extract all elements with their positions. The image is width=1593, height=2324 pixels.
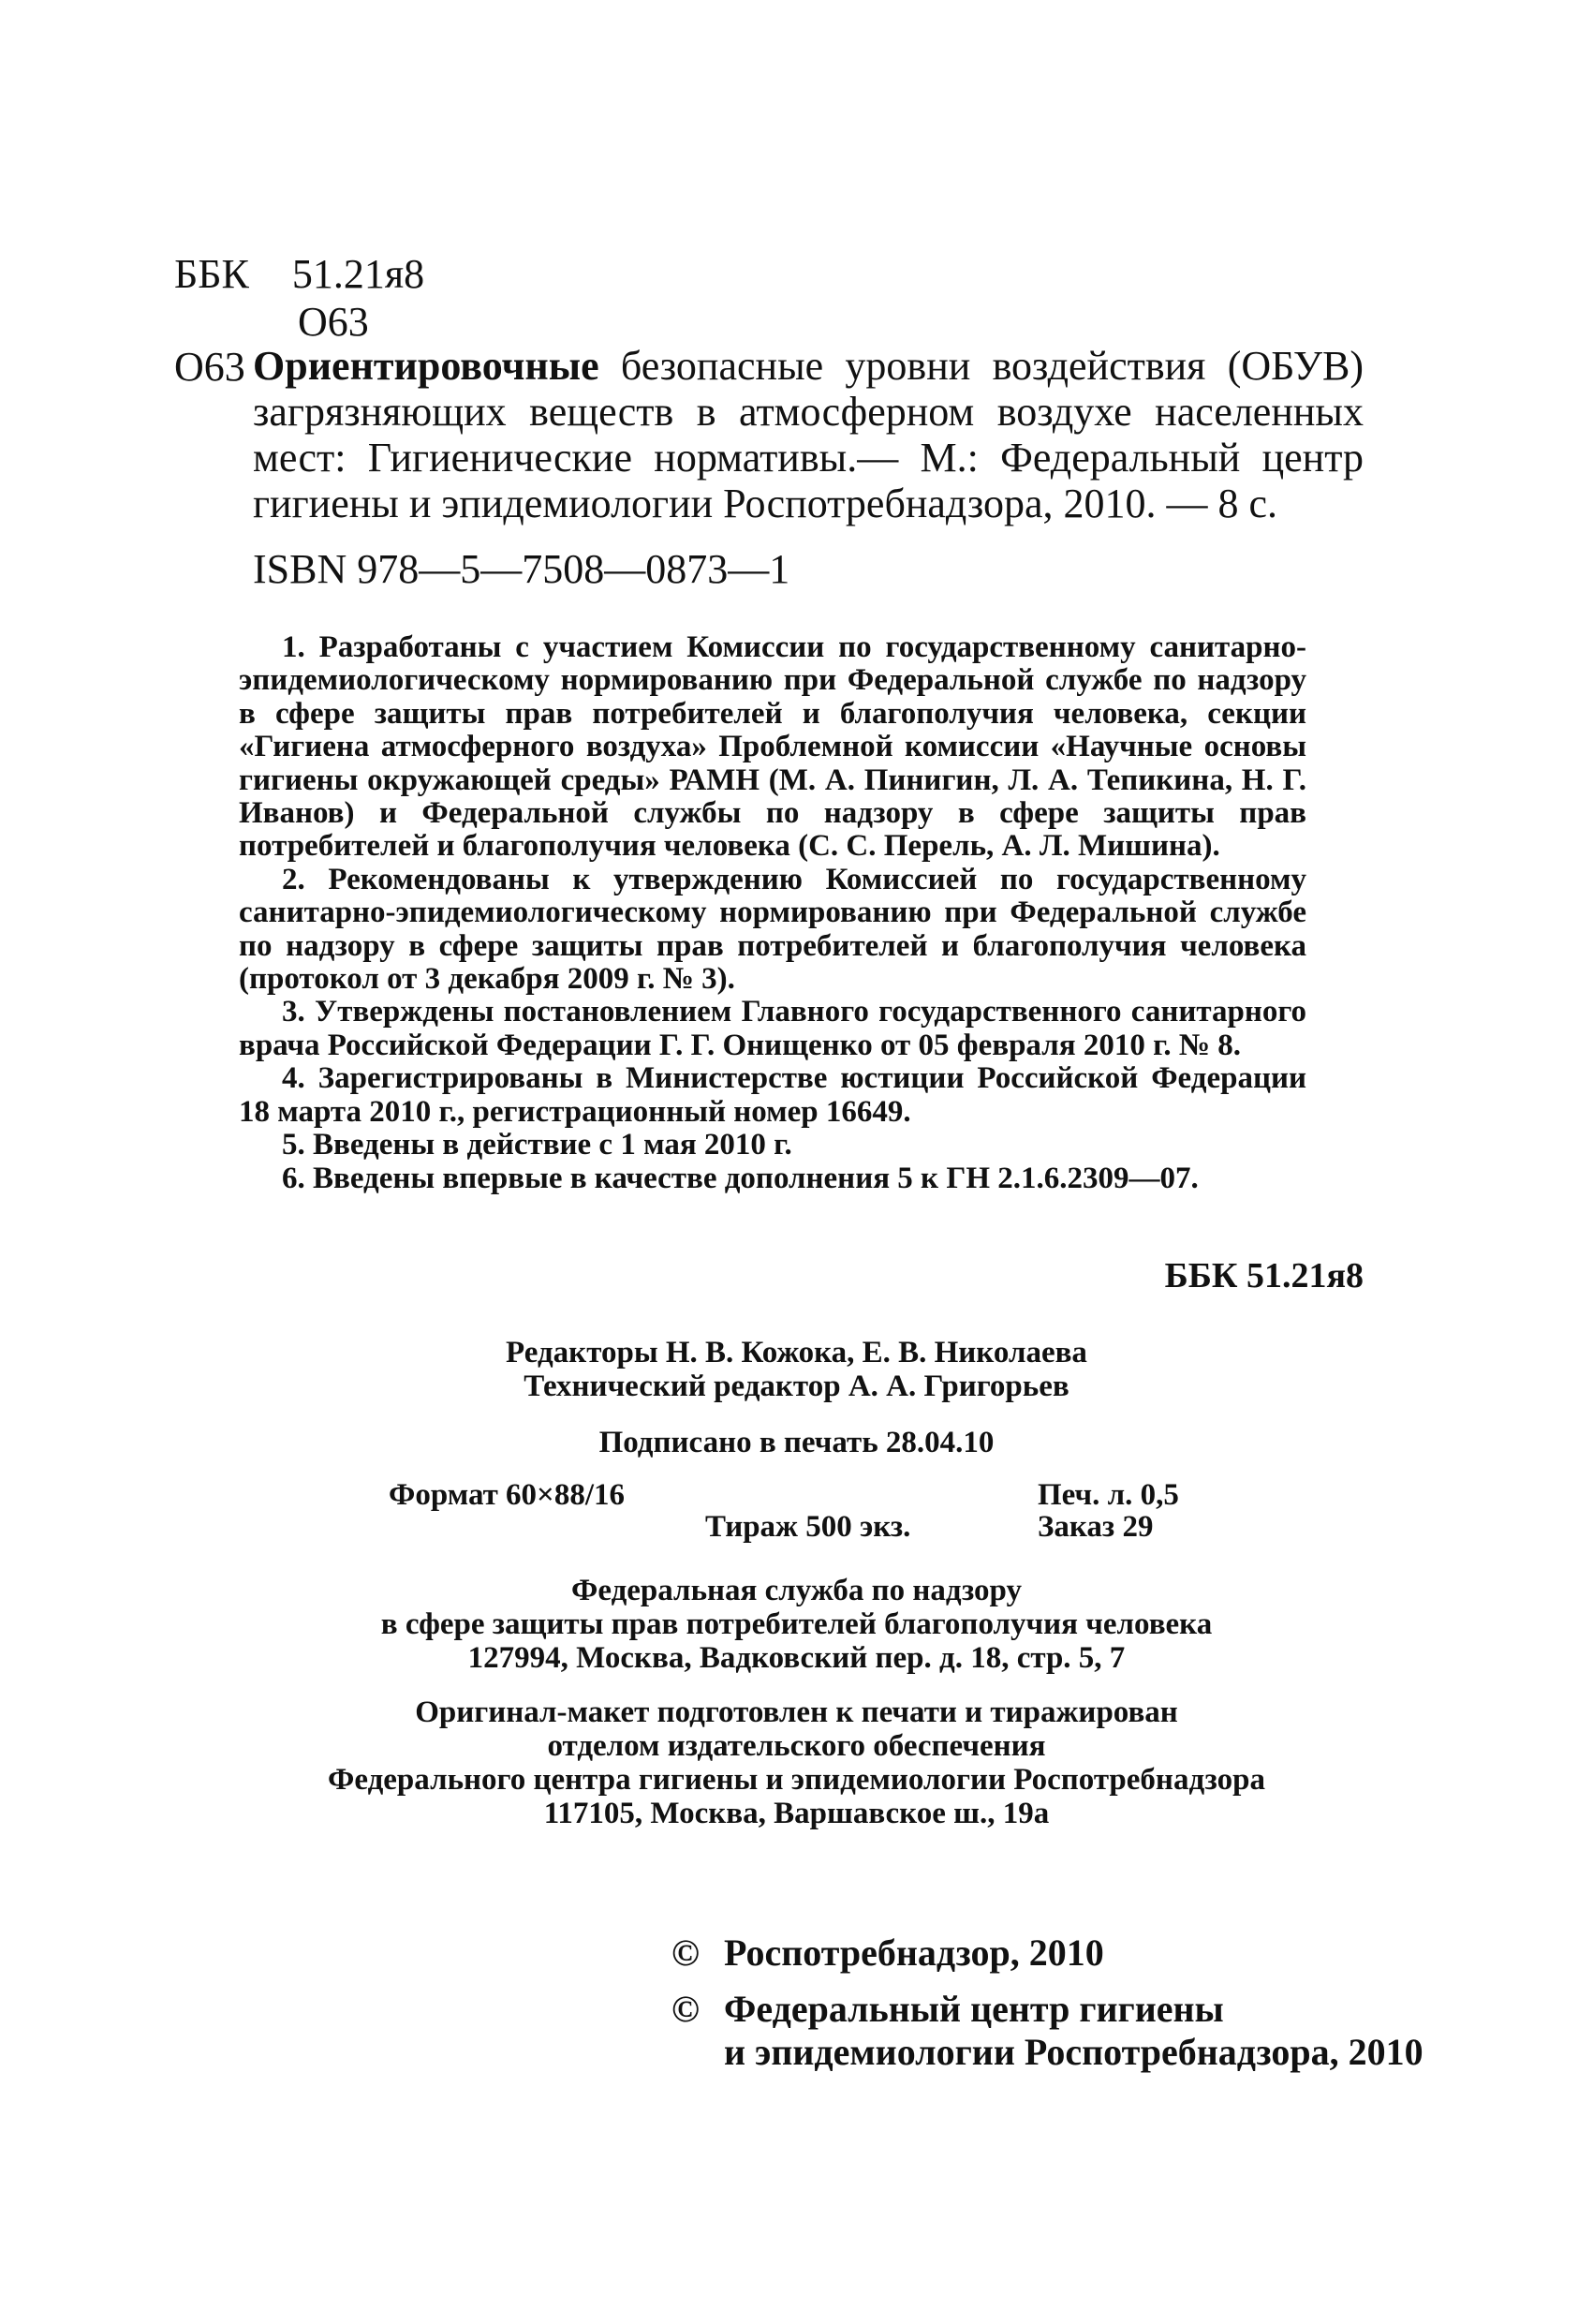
copyright-holder: Федеральный центр гигиены <box>724 1988 1224 2030</box>
layout-prep-block <box>0 1695 1593 1830</box>
bbk-index-top <box>174 251 424 298</box>
note-item: 4. Зарегистрированы в Министерстве юстиции Российской Федерации 18 марта 2010 г., регистрационный номер 16649. <box>239 1061 1306 1129</box>
copyright-fcge <box>671 1988 1423 2074</box>
layout-line: отделом издательского обеспечения <box>547 1729 1046 1763</box>
isbn: ISBN 978—5—7508—0873—1 <box>253 546 790 592</box>
author-mark-left: О63 <box>174 344 245 390</box>
note-item: 3. Утверждены постановлением Главного государственного санитарного врача Российской Федерации Г. Г. Онищенко от 05 февраля 2010 г. № 8. <box>239 995 1306 1062</box>
circulation-line: Тираж 500 экз. <box>705 1510 911 1544</box>
layout-address: 117105, Москва, Варшавское ш., 19а <box>543 1797 1050 1830</box>
publisher-block <box>0 1574 1593 1675</box>
bibliographic-annotation <box>253 343 1364 526</box>
annotation-text: безопасные уровни воздействия (ОБУВ) загрязняющих веществ в атмосферном воздухе населенных мест: Гигиенические нормативы.— М.: Федеральный центр гигиены и эпидемиологии Роспотребнадзора, 2010. — 8 с. <box>253 343 1364 526</box>
copyright-holder-line2: и эпидемиологии Роспотребнадзора, 2010 <box>724 2031 1423 2073</box>
note-item: 1. Разработаны с участием Комиссии по государственному санитарно-эпидемиологическому нормированию при Федеральной службе по надзору в сфере защиты прав потребителей и благополучия человека, секции «Гигиена атмосферного воздуха» Проблемной комиссии «Научные основы гигиены окружающей среды» РАМН (М. А. Пинигин, Л. А. Тепикина, Н. Г. Иванов) и Федеральной службы по надзору в сфере защиты прав потребителей и благополучия человека (С. С. Перель, А. Л. Мишина). <box>239 630 1306 864</box>
note-item: 6. Введены впервые в качестве дополнения 5 к ГН 2.1.6.2309—07. <box>282 1161 1199 1195</box>
bbk-label: ББК <box>174 251 249 297</box>
signed-to-print: Подписано в печать 28.04.10 <box>598 1426 995 1459</box>
notes-list <box>239 631 1306 1195</box>
copyright-holder: Роспотребнадзор, 2010 <box>724 1932 1104 1974</box>
note-item: 2. Рекомендованы к утверждению Комиссией по государственному санитарно-эпидемиологическому нормированию при Федеральной службе по надзору в сфере защиты прав потребителей и благополучия человека (протокол от 3 декабря 2009 г. № 3). <box>239 862 1306 997</box>
print-sheets-line: Печ. л. 0,5 <box>1038 1478 1179 1512</box>
copyright-rospotrebnadzor <box>671 1932 1104 1975</box>
tech-editor-line: Технический редактор А. А. Григорьев <box>524 1369 1069 1403</box>
note-item: 5. Введены в действие с 1 мая 2010 г. <box>282 1128 792 1162</box>
bbk-index-footer: ББК 51.21я8 <box>1164 1256 1364 1295</box>
bbk-code: 51.21я8 <box>291 251 425 297</box>
copyright-icon: © <box>671 1988 700 2030</box>
order-line: Заказ 29 <box>1038 1510 1154 1544</box>
publisher-line: Федеральная служба по надзору <box>571 1574 1022 1607</box>
editors-block <box>0 1336 1593 1403</box>
publisher-line: в сфере защиты прав потребителей благополучия человека <box>380 1607 1213 1641</box>
layout-line: Федерального центра гигиены и эпидемиологии Роспотребнадзора <box>328 1763 1265 1797</box>
format-line: Формат 60×88/16 <box>389 1478 626 1512</box>
copyright-icon: © <box>671 1932 700 1974</box>
layout-line: Оригинал-макет подготовлен к печати и тиражирован <box>415 1695 1178 1729</box>
author-mark-top: О63 <box>298 299 369 345</box>
editors-line: Редакторы Н. В. Кожока, Е. В. Николаева <box>506 1336 1087 1369</box>
annotation-title-bold: Ориентировочные <box>253 343 599 389</box>
publisher-address: 127994, Москва, Вадковский пер. д. 18, стр. 5, 7 <box>467 1641 1126 1675</box>
